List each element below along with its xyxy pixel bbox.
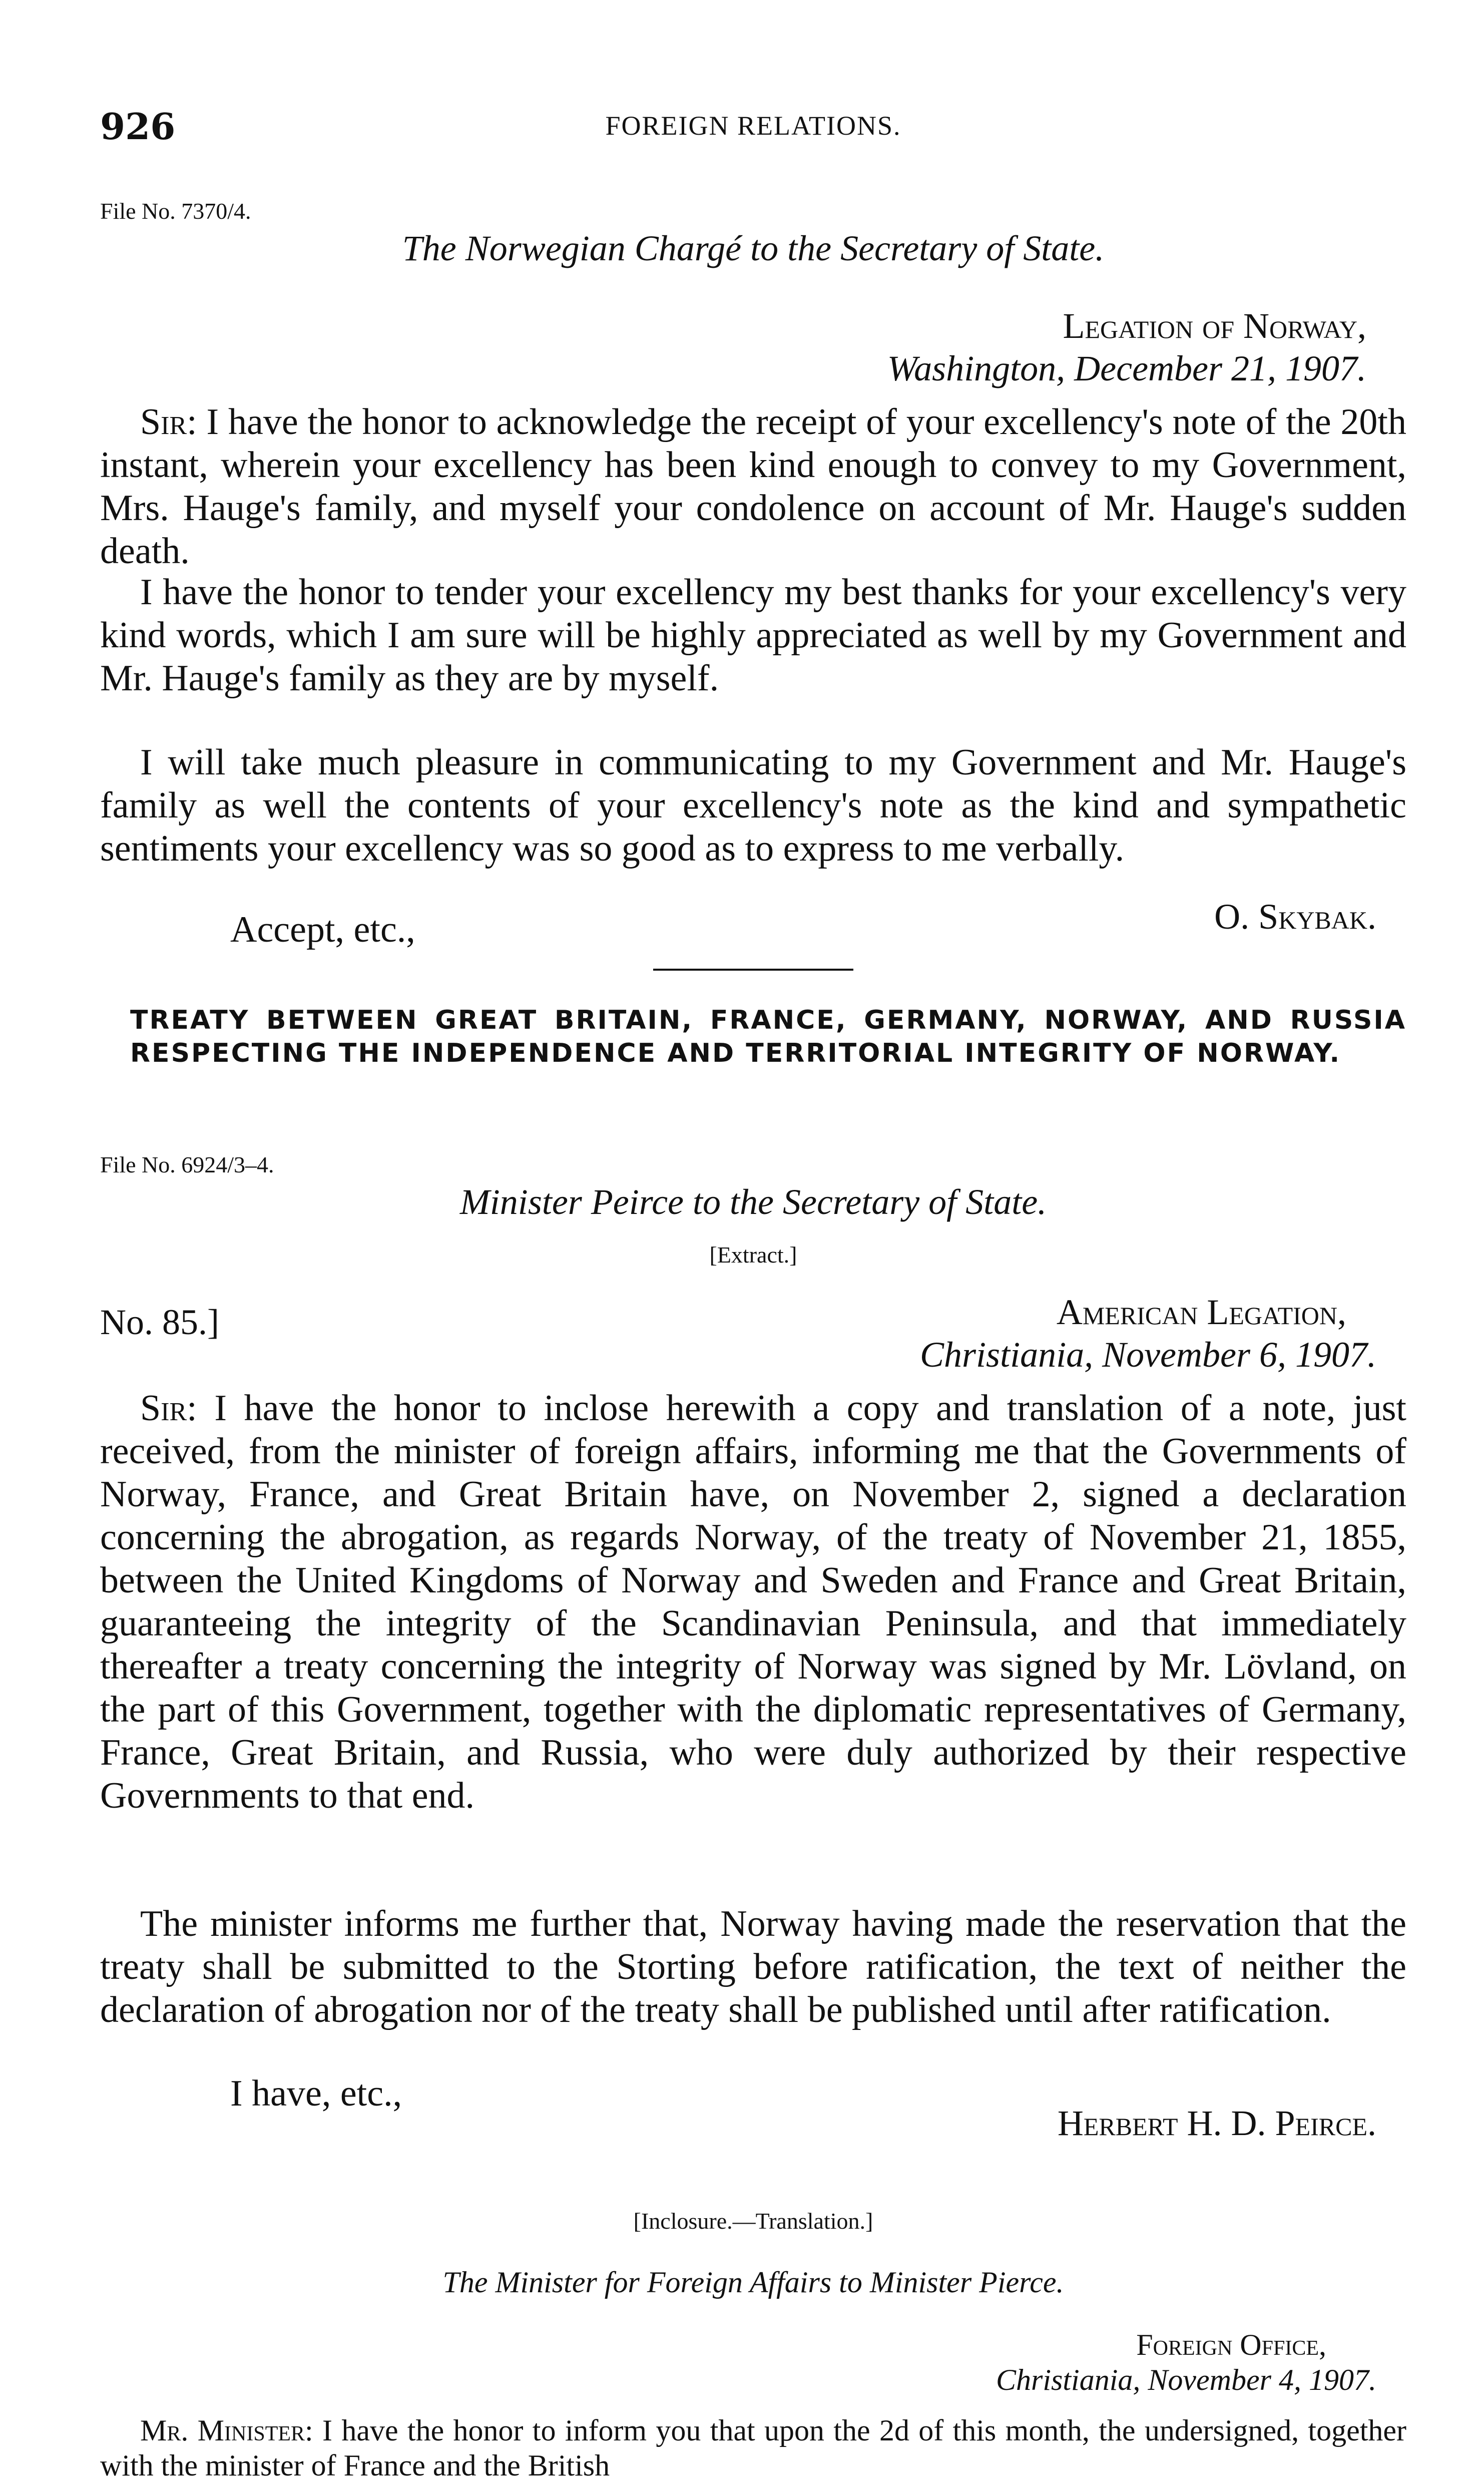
section-rule <box>653 969 853 971</box>
inclosure-paragraph: Mr. Minister: I have the honor to inform you that upon the 2d of this month, the undersigned, together with the minister of France and the British <box>100 2414 1407 2482</box>
letter2-date: Christiania, November 6, 1907. <box>920 1335 1376 1375</box>
letter2-paragraph-1: Sir: I have the honor to inclose herewith a copy and translation of a note, just received, from the minister of foreign affairs, informing me that the Governments of Norway, France, and Great Britain have, on November 2, signed a declaration concerning the abrogation, as regards Norway, of the treaty of November 21, 1855, between the United Kingdoms of Norway and Sweden and France and Great Britain, guaranteeing the integrity of the Scandinavian Peninsula, and that immediately thereafter a treaty concerning the integrity of Norway was signed by Mr. Lövland, on the part of this Government, together with the diplomatic representatives of Germany, France, Great Britain, and Russia, who were duly authorized by their respective Governments to that end. <box>100 1388 1406 1816</box>
letter1-title: The Norwegian Chargé to the Secretary of State. <box>402 228 1105 268</box>
extract-label: [Extract.] <box>709 1242 797 1268</box>
treaty-heading: TREATY BETWEEN GREAT BRITAIN, FRANCE, GERMANY, NORWAY, AND RUSSIA RESPECTING THE INDEPENDENCE AND TERRITORIAL INTEGRITY OF NORWAY. <box>130 1005 1406 1068</box>
page-number: 926 <box>100 105 176 148</box>
letter1-signature: O. Skybak. <box>1214 897 1376 937</box>
letter2-place: American Legation, <box>1056 1292 1346 1332</box>
salutation: Sir <box>140 401 187 443</box>
letter1-paragraph-1: Sir: I have the honor to acknowledge the receipt of your excellency's note of the 20th instant, wherein your excellency has been kind enough to convey to my Government, Mrs. Hauge's family, and myself your condolence on account of Mr. Hauge's sudden death. <box>100 401 1406 572</box>
letter1-paragraph-3: I will take much pleasure in communicating to my Government and Mr. Hauge's family as well the contents of your excellency's note as the kind and sympathetic sentiments your excellency was so good as to express to me verbally. <box>100 742 1406 869</box>
inclosure-title: The Minister for Foreign Affairs to Minister Pierce. <box>442 2266 1064 2299</box>
letter2-title: Minister Peirce to the Secretary of State. <box>459 1182 1047 1222</box>
letter1-closing: Accept, etc., <box>230 909 415 950</box>
despatch-number: No. 85.] <box>100 1302 219 1342</box>
letter1-date: Washington, December 21, 1907. <box>887 348 1366 388</box>
inclosure-place: Foreign Office, <box>1136 2328 1326 2361</box>
salutation: Mr. Minister <box>140 2414 305 2447</box>
inclosure-date: Christiania, November 4, 1907. <box>996 2363 1376 2396</box>
letter2-closing: I have, etc., <box>230 2073 402 2114</box>
letter2-signature: Herbert H. D. Peirce. <box>1057 2103 1376 2143</box>
letter1-paragraph-2: I have the honor to tender your excellency my best thanks for your excellency's very kind words, which I am sure will be highly appreciated as well by my Government and Mr. Hauge's family as they are by myself. <box>100 572 1406 699</box>
page-header <box>100 105 1406 155</box>
running-head: FOREIGN RELATIONS. <box>605 111 901 141</box>
letter2-paragraph-2: The minister informs me further that, Norway having made the reservation that the treaty shall be submitted to the Storting before ratification, the text of neither the declaration of abrogation nor of the treaty shall be published until after ratification. <box>100 1903 1406 2030</box>
file-number-1: File No. 7370/4. <box>100 198 251 224</box>
salutation: Sir <box>140 1388 187 1429</box>
file-number-2: File No. 6924/3–4. <box>100 1152 274 1177</box>
letter1-place: Legation of Norway, <box>1063 306 1366 346</box>
inclosure-label: [Inclosure.—Translation.] <box>633 2208 873 2234</box>
